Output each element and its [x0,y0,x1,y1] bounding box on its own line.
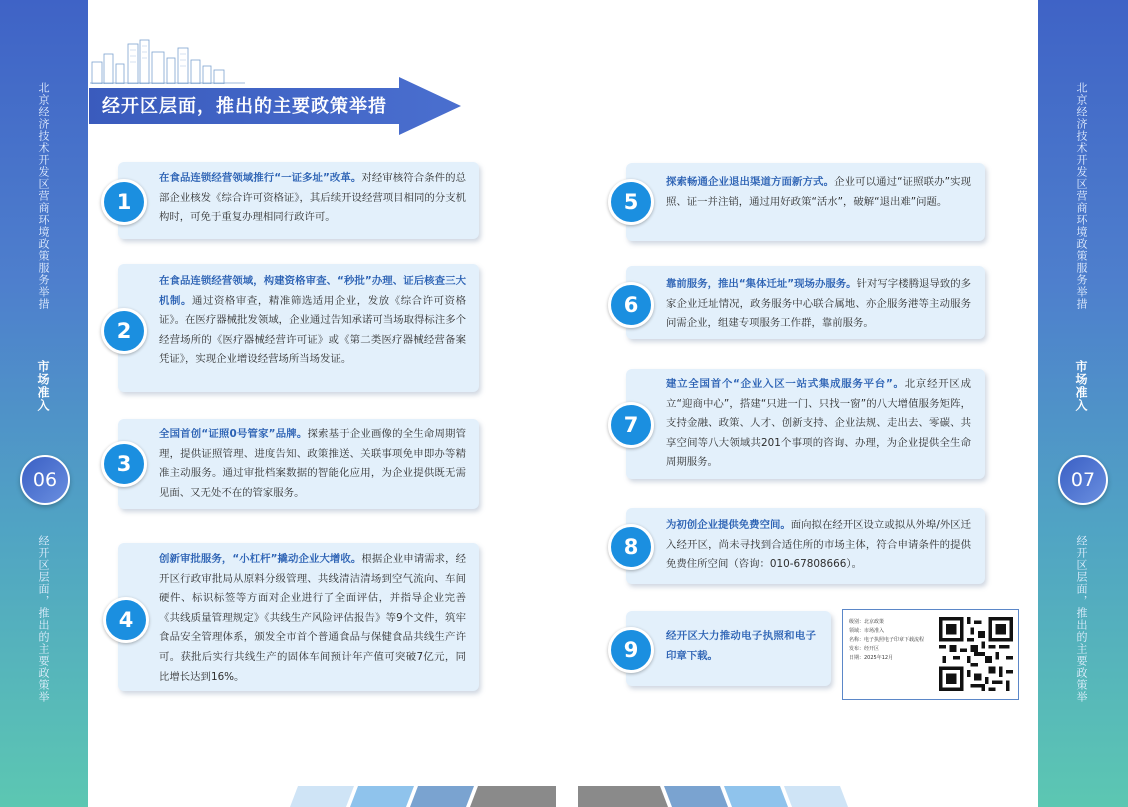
card-highlight: 在食品连锁经营领域，构建资格审查、“秒批”办理、证后核查三大机制。 [159,275,466,307]
number-badge-7: 7 [608,402,654,448]
card-body: 对经审核符合条件的总部企业核发《综合许可资格证》，其后续开设经营项目相同的分支机构时，可免于重复办理相同行政许可。 [159,172,467,224]
card-highlight: 为初创企业提供免费空间。 [666,519,791,531]
left-chapter-label: 经开区层面，推出的主要政策举 [37,535,50,703]
card-body: 企业可以通过“证照联办”实现照、证一并注销，通过用好政策“活水”，破解“退出难”问题。 [666,176,972,208]
card-highlight: 创新审批服务，“小杠杆”撬动企业大增收。 [159,553,362,565]
card-body: 通过资格审查，精准筛选适用企业，发放《综合许可资格证》。在医疗器械批发领域，企业通过告知承诺可当场取得标注多个经营场所的《医疗器械经营许可证》或《第二类医疗器械经营备案凭证》，实现企业增设经营场所当场发证。 [159,294,467,366]
right-section-label: 市场准入 [1074,360,1088,412]
left-side-rail [0,0,88,807]
card-highlight: 在食品连锁经营领域推行“一证多址”改革。 [159,172,362,184]
card-highlight: 全国首创“证照0号管家”品牌。 [159,428,308,440]
policy-card-3 [118,419,479,509]
policy-card-7 [626,369,985,479]
right-side-rail [1038,0,1128,807]
page-title: 经开区层面，推出的主要政策举措 [102,96,387,117]
card-highlight: 经开区大力推动电子执照和电子印章下载。 [666,630,816,662]
card-body: 探索基于企业画像的全生命周期管理，提供证照管理、进度告知、政策推送、关联事项免申即办等精准主动服务。通过审批档案数据的智能化应用，为企业提供既无需见面、又无处不在的管家服务。 [159,428,466,499]
right-page-number: 07 [1058,455,1108,505]
right-chapter-label: 经开区层面，推出的主要政策举 [1075,535,1088,703]
card-highlight: 探索畅通企业退出渠道方面新方式。 [666,176,835,188]
right-running-head: 北京经济技术开发区营商环境政策服务举措 [1075,82,1088,310]
qr-code-panel [842,609,1019,700]
card-highlight: 靠前服务，推出“集体迁址”现场办服务。 [666,278,857,290]
policy-card-5 [626,163,985,241]
qr-info-line: 名称：电子执照电子印章下载流程 [849,637,925,643]
left-section-label: 市场准入 [36,360,50,412]
number-badge-1: 1 [101,179,147,225]
qr-info-line: 日期：2025年12月 [849,655,894,661]
card-body: 针对写字楼腾退导致的多家企业迁址情况，政务服务中心联合属地、亦企服务港等主动服务问需企业，组建专项服务工作群，靠前服务。 [666,278,972,330]
number-badge-6: 6 [608,282,654,328]
qr-info-text [849,618,941,663]
number-badge-9: 9 [608,627,654,673]
number-badge-5: 5 [608,179,654,225]
left-running-head: 北京经济技术开发区营商环境政策服务举措 [37,82,50,310]
qr-info-line: 领域：市场准入 [849,628,885,634]
card-highlight: 建立全国首个“企业入区一站式集成服务平台”。 [666,378,905,390]
bottom-chevron-decoration [288,786,848,807]
left-page-number: 06 [20,455,70,505]
number-badge-8: 8 [608,524,654,570]
policy-card-2 [118,264,479,392]
policy-card-9 [626,611,831,686]
number-badge-3: 3 [101,441,147,487]
policy-card-8 [626,508,985,584]
qr-code-icon[interactable] [939,616,1013,692]
policy-card-4 [118,543,479,691]
card-body: 面向拟在经开区设立或拟从外埠/外区迁入经开区，尚未寻找到合适住所的市场主体，符合申请条件的提供免费住所空间（咨询：010-67808666）。 [666,519,972,571]
policy-card-6 [626,266,985,339]
card-body: 根据企业申请需求，经开区行政审批局从原料分级管理、共线清洁清场到空气流向、车间硬件、标识标签等方面对企业进行了全面评估，并指导企业完善《共线质量管理规定》《共线生产风险评估报告》等9个文件，筑牢食品安全管理体系，颁发全市首个普通食品与保健食品共线生产许可。获批后实行共线生产的固体车间预计年产值可突破7亿元，同比增长达到16%。 [159,553,467,683]
card-body: 北京经开区成立“迎商中心”，搭建“只进一门、只找一窗”的八大增值服务矩阵，支持金融、政策、人才、创新支持、企业法规、走出去、零碳、共享空间等八大领域共201个事项的咨询、办理，为企业提供全生命周期服务。 [666,378,972,469]
qr-info-line: 发布：经开区 [849,646,880,652]
number-badge-2: 2 [101,308,147,354]
policy-card-1 [118,162,479,239]
qr-info-line: 级别：北京政策 [849,619,885,625]
number-badge-4: 4 [103,597,149,643]
